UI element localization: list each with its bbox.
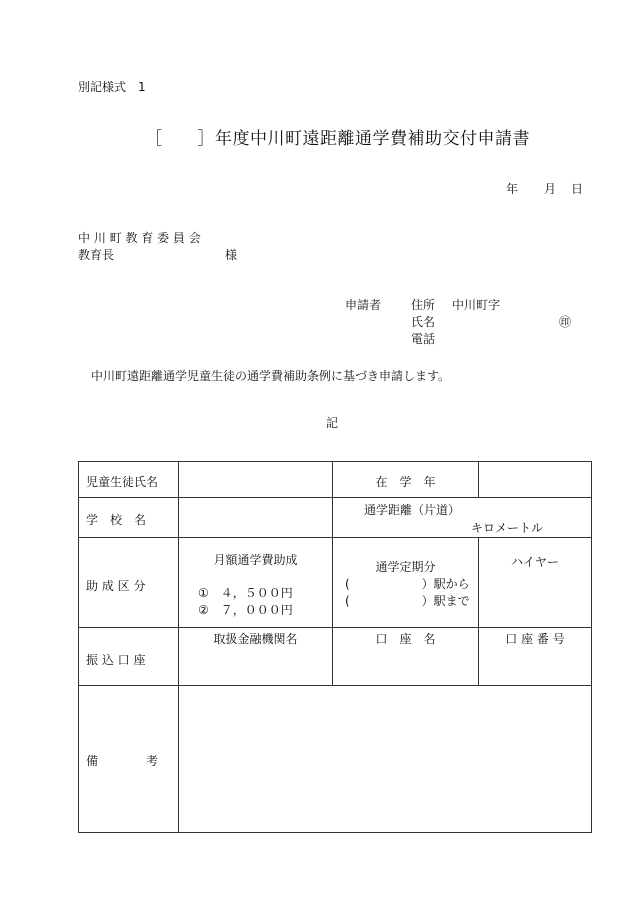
row-student xyxy=(79,462,592,498)
school-label-cell xyxy=(79,498,179,538)
account-number-label: 口 座 番 号 xyxy=(505,632,565,646)
addressee-organization: 中 川 町 教 育 委 員 会 xyxy=(78,231,201,245)
hire-label: ハイヤー xyxy=(510,555,559,569)
grade-label-cell xyxy=(333,462,479,498)
form-number: 別記様式 1 xyxy=(78,80,146,94)
monthly-cell[interactable] xyxy=(179,538,333,628)
application-statement: 中川町遠距離通学児童生徒の通学費補助条例に基づき申請します。 xyxy=(91,369,451,383)
row-remarks xyxy=(79,686,592,833)
address-value: 中川町字 xyxy=(452,298,501,312)
addressee-honorific: 様 xyxy=(225,248,238,262)
to-station: ( ）駅まで xyxy=(345,594,470,608)
date-year-label: 年 xyxy=(506,182,519,196)
student-name-label: 児童生徒氏名 xyxy=(86,475,159,489)
option-7000: ② ７，０００円 xyxy=(198,603,293,617)
from-station: ( ）駅から xyxy=(345,577,470,591)
row-transfer xyxy=(79,628,592,686)
commuter-pass-label: 通学定期分 xyxy=(375,560,436,574)
page-title: ［ ］年度中川町遠距離通学費補助交付申請書 xyxy=(145,129,530,149)
phone-label: 電話 xyxy=(411,332,436,346)
row-subsidy xyxy=(79,538,592,628)
address-label: 住所 xyxy=(411,298,436,312)
bank-cell[interactable] xyxy=(179,628,333,686)
date-day-label: 日 xyxy=(571,182,584,196)
applicant-label: 申請者 xyxy=(345,298,382,312)
distance-label: 通学距離（片道） xyxy=(364,503,461,517)
date-month-label: 月 xyxy=(544,182,557,196)
grade-field[interactable] xyxy=(479,462,592,498)
account-name-cell[interactable] xyxy=(333,628,479,686)
student-name-field[interactable] xyxy=(179,462,333,498)
option-4500: ① ４，５００円 xyxy=(198,586,293,600)
student-name-label-cell xyxy=(79,462,179,498)
account-number-cell[interactable] xyxy=(479,628,592,686)
transfer-label: 振 込 口 座 xyxy=(86,653,146,667)
remarks-label-cell xyxy=(79,686,179,833)
subsidy-label-cell xyxy=(79,538,179,628)
ki-label: 記 xyxy=(326,416,339,430)
remarks-label: 備 考 xyxy=(86,754,159,768)
distance-cell[interactable] xyxy=(333,498,592,538)
monthly-label: 月額通学費助成 xyxy=(213,553,298,567)
row-school xyxy=(79,498,592,538)
remarks-field[interactable] xyxy=(179,686,592,833)
bank-label: 取扱金融機関名 xyxy=(213,632,298,646)
hire-cell[interactable] xyxy=(479,538,592,628)
seal-mark: ㊞ xyxy=(559,315,572,329)
school-field[interactable] xyxy=(179,498,333,538)
addressee-title: 教育長 xyxy=(78,248,115,262)
application-table xyxy=(78,461,592,833)
subsidy-label: 助 成 区 分 xyxy=(86,579,146,593)
school-label: 学 校 名 xyxy=(86,513,147,527)
distance-unit: キロメートル xyxy=(471,521,544,535)
name-label: 氏名 xyxy=(411,315,436,329)
commuter-pass-cell[interactable] xyxy=(333,538,479,628)
transfer-label-cell xyxy=(79,628,179,686)
account-name-label: 口 座 名 xyxy=(375,632,436,646)
grade-label: 在 学 年 xyxy=(375,475,436,489)
